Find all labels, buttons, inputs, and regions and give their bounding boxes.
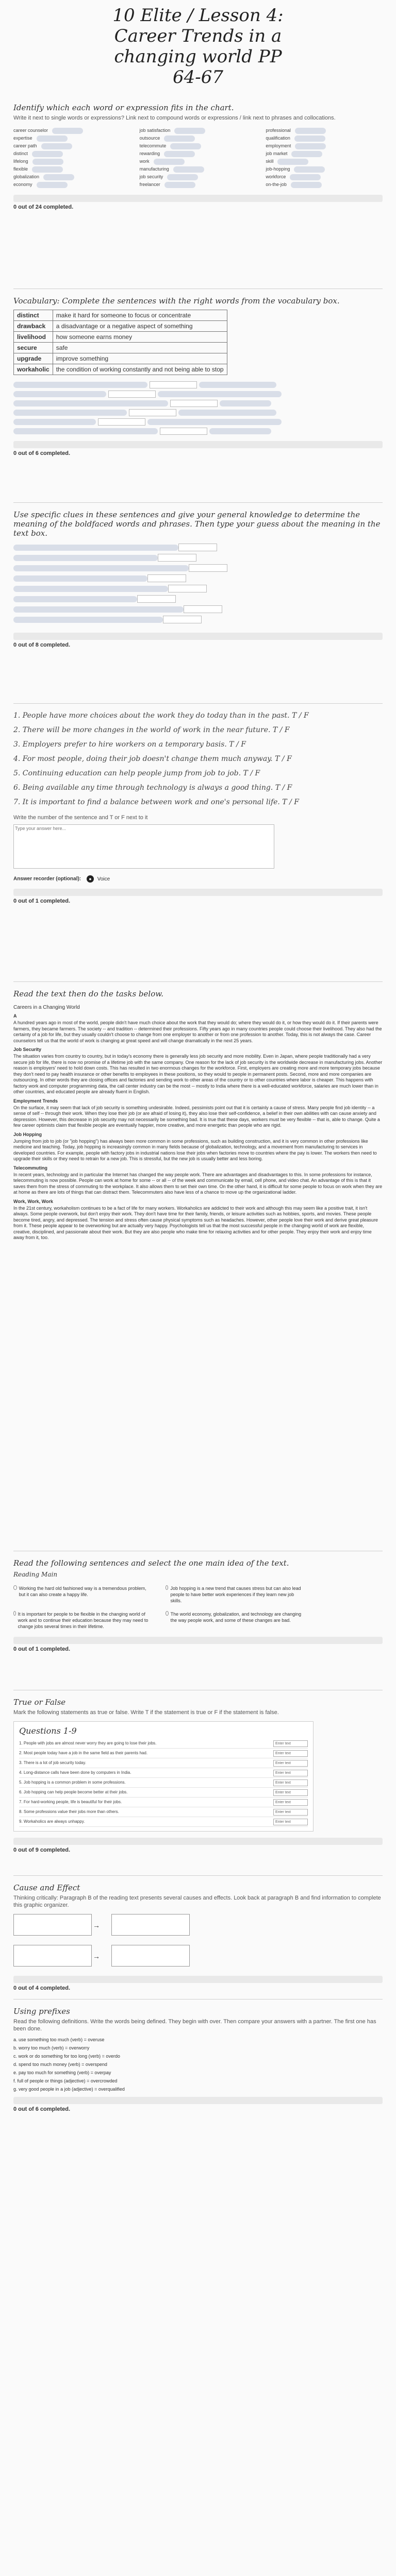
cause-box[interactable] bbox=[13, 1914, 92, 1936]
tf-question: 2. Most people today have a job in the same field as their parents had. bbox=[19, 1751, 148, 1755]
section-1-instruction: Identify which each word or expression fits in the chart. bbox=[13, 103, 234, 112]
context-sentences bbox=[13, 543, 383, 625]
prefix-item: e. pay too much for something (verb) = overpay bbox=[13, 2070, 111, 2075]
guess-input[interactable] bbox=[189, 564, 227, 572]
guess-input[interactable] bbox=[163, 616, 202, 623]
section-vocabulary bbox=[13, 296, 383, 456]
option-text: The world economy, globalization, and technology are changing the way people work, and some of these changes are bad. bbox=[170, 1612, 302, 1623]
effect-box[interactable] bbox=[111, 1914, 190, 1936]
word-item: job satisfaction bbox=[139, 128, 171, 133]
reading-paragraph: A hundred years ago in most of the world, people didn't have much choice about the work that they would do; where they would do it, or how they would do it. If their parents were farmers, they became farmers. The society -- and tradition -- determined their professions. Fifty years ago in many countries people could choose their livelihood. They also had the certainty of a job for life, but they usually couldn't choose to change from one employer to another or from one profession to another. Today, this is not always the case. Career counselors tell us that the world of work is changing at great speed and will change dramatically in the next 25 years. bbox=[13, 1020, 382, 1043]
table-row bbox=[14, 343, 227, 353]
word-item: career path bbox=[13, 143, 37, 148]
drop-slot[interactable] bbox=[295, 128, 326, 134]
progress-bar bbox=[13, 1838, 383, 1845]
section-7-instruction: Mark the following statements as true or false. Write T if the statement is true or F if the statement is false. bbox=[13, 1709, 279, 1716]
word-chart-columns bbox=[13, 127, 383, 189]
vocab-definition: make it hard for someone to focus or concentrate bbox=[53, 310, 227, 321]
section-9-heading: Using prefixes bbox=[13, 2007, 70, 2016]
word-item: employment bbox=[266, 143, 291, 148]
recorder-note: Voice bbox=[97, 876, 110, 882]
panel-title: Questions 1-9 bbox=[19, 1726, 77, 1736]
vocab-definition: safe bbox=[53, 343, 227, 353]
table-row bbox=[14, 321, 227, 332]
tf-row bbox=[19, 1749, 308, 1758]
section-4-score: 0 out of 1 completed. bbox=[13, 898, 71, 904]
drop-slot[interactable] bbox=[37, 182, 68, 188]
prefix-item: d. spend too much money (verb) = overspend bbox=[13, 2062, 107, 2067]
word-item: freelancer bbox=[139, 182, 160, 187]
drop-slot[interactable] bbox=[295, 143, 326, 149]
section-8-instruction: Thinking critically: Paragraph B of the reading text presents several causes and effects. Look back at paragraph B and find information to complete this graphic organizer. bbox=[13, 1895, 381, 1908]
word-column-2 bbox=[140, 127, 257, 189]
word-column-3 bbox=[266, 127, 383, 189]
worksheet-title bbox=[0, 2, 396, 88]
tf-statement: 5. Continuing education can help people jump from job to job. T / F bbox=[13, 769, 260, 777]
section-7-heading: True or False bbox=[13, 1698, 66, 1707]
tf-question: 6. Job hopping can help people become better at their jobs. bbox=[19, 1790, 128, 1794]
drop-slot[interactable] bbox=[164, 135, 195, 142]
gap-input[interactable] bbox=[98, 418, 145, 426]
guess-input[interactable] bbox=[158, 554, 196, 562]
reading-paragraph: In the 21st century, workaholism continues to be a fact of life for many workers. Workaholics are addicted to their work and although this may seem like a positive trait, it isn't always. Some people overwork, but don't enjoy their work. They don't have time for their family, friends, or leisure activities such as hobbies, sports, and movies. These people become tired, angry, and depressed. The tension and stress often cause physical symptoms such as headaches. However, other people love their work and derive great pleasure from it. These people appear to be overworking but are actually very happy. Psychologists tell us that the most successful people in the changing world of work are flexible, creative, disciplined, and passionate about their work. But they are also people who make time for relaxing activities and for other people. They enjoy their work and enjoy time away from it, too. bbox=[13, 1205, 378, 1240]
section-8-score: 0 out of 4 completed. bbox=[13, 1985, 71, 1991]
tf-question: 5. Job hopping is a common problem in some professions. bbox=[19, 1780, 126, 1785]
word-item: job-hopping bbox=[266, 166, 290, 172]
word-item: job security bbox=[139, 174, 163, 179]
word-item: rewarding bbox=[139, 151, 160, 156]
prefix-items bbox=[13, 2037, 383, 2093]
tf-answer-input[interactable]: Enter text bbox=[273, 1789, 308, 1796]
paragraph-heading: Job Hopping bbox=[13, 1131, 42, 1137]
radio-button[interactable] bbox=[13, 1585, 17, 1590]
drop-slot[interactable] bbox=[41, 143, 72, 149]
title-line-4: 64-67 bbox=[172, 67, 223, 88]
progress-bar bbox=[13, 195, 383, 202]
word-item: flexible bbox=[13, 166, 28, 172]
tf-row bbox=[19, 1807, 308, 1817]
tf-question: 3. There is a lot of job security today. bbox=[19, 1760, 86, 1765]
word-item: telecommute bbox=[139, 143, 167, 148]
guess-input[interactable] bbox=[168, 585, 207, 592]
tf-answer-input[interactable]: Enter text bbox=[273, 1770, 308, 1776]
drop-slot[interactable] bbox=[294, 166, 325, 173]
tf-question: 4. Long-distance calls have been done by computers in India. bbox=[19, 1770, 131, 1775]
vocab-word: distinct bbox=[14, 310, 53, 321]
drop-slot[interactable] bbox=[32, 159, 63, 165]
vocab-word: upgrade bbox=[14, 353, 53, 364]
tf-answer-input[interactable]: Enter text bbox=[273, 1780, 308, 1786]
word-column-1 bbox=[13, 127, 130, 189]
table-row bbox=[14, 364, 227, 375]
section-prefixes bbox=[13, 2007, 383, 2112]
tf-statement: 1. People have more choices about the work they do today than in the past. T / F bbox=[13, 711, 309, 720]
tf-row bbox=[19, 1798, 308, 1807]
section-8-heading: Cause and Effect bbox=[13, 1883, 80, 1892]
progress-bar bbox=[13, 1637, 383, 1644]
gap-input[interactable] bbox=[170, 400, 218, 407]
reading-paragraph: In recent years, technology and in particular the Internet has changed the way people work. There are advantages and disadvantages to this. In some professions for instance, telecommuting is now possible. People can work at home for some -- or all -- of the week and communicate by email, cell phone, and video chat. An advantage of this is that it saves them from the stress of commuting to the workplace. It also allows them to set their own time. On the other hand, it is difficult for some people to focus on work when they are at home as there are lots of things that can distract them. Telecommuters also have less of a chance to move up the organizational ladder. bbox=[13, 1172, 383, 1195]
tf-statement: 7. It is important to find a balance between work and one's personal life. T / F bbox=[13, 798, 299, 806]
option-text: Working the hard old fashioned way is a tremendous problem, but it can also create a happy life. bbox=[19, 1586, 146, 1597]
drop-slot[interactable] bbox=[174, 128, 205, 134]
table-row bbox=[14, 353, 227, 364]
paragraph-heading: Work, Work, Work bbox=[13, 1198, 54, 1204]
word-item: qualification bbox=[266, 135, 290, 141]
cause-box[interactable] bbox=[13, 1945, 92, 1967]
table-row bbox=[14, 332, 227, 343]
tf-row bbox=[19, 1758, 308, 1768]
radio-button[interactable] bbox=[166, 1585, 168, 1590]
answer-prompt: Write the number of the sentence and T or F next to it bbox=[13, 815, 148, 821]
section-6-score: 0 out of 1 completed. bbox=[13, 1646, 71, 1652]
guess-input[interactable] bbox=[184, 605, 222, 613]
gap-input[interactable] bbox=[160, 428, 207, 435]
reading-paragraph: The situation varies from country to country, but in today's economy there is generally less job security and more mobility. Even in Japan, where people traditionally had a very secure job for life, there is now no promise of a lifetime job with the same company. One reason for the lack of job security is the worldwide decrease in manufacturing jobs. Another reason is employers' need to hold down costs. This has resulted in two enormous changes for the workforce. First, employers are creating more and more temporary jobs because they don't need to pay health insurance or other benefits to employees in these positions, so they would to people in permanent posts. Second, more and more companies are outsourcing. In other words they are closing offices and factories and sending work to other areas of the country or to other countries where labor is cheaper. This happens with factory work and computer programming data, the call center industry can be the most -- mostly to India where there is a well-educated workforce, salaries are much lower than in other countries, and educated people are already fluent in English. bbox=[13, 1054, 383, 1094]
vocab-word: livelihood bbox=[14, 332, 53, 343]
arrow-icon: → bbox=[93, 1921, 100, 1929]
reading-title: Careers in a Changing World bbox=[13, 1005, 80, 1010]
paragraph-heading: Telecommuting bbox=[13, 1165, 47, 1171]
section-7-score: 0 out of 9 completed. bbox=[13, 1847, 71, 1853]
tf-row bbox=[19, 1778, 308, 1788]
word-item: on-the-job bbox=[266, 182, 287, 187]
vocab-definition: a disadvantage or a negative aspect of something bbox=[53, 321, 227, 332]
section-main-idea bbox=[13, 1558, 383, 1652]
guess-input[interactable] bbox=[147, 574, 186, 582]
tf-statement: 2. There will be more changes in the world of work in the near future. T / F bbox=[13, 726, 290, 734]
section-5-instruction: Read the text then do the tasks below. bbox=[13, 989, 164, 998]
tf-question: 9. Workaholics are always unhappy. bbox=[19, 1819, 85, 1824]
word-item: professional bbox=[266, 128, 291, 133]
drop-slot[interactable] bbox=[291, 151, 322, 157]
section-reading bbox=[13, 989, 383, 1244]
vocabulary-table bbox=[13, 310, 227, 375]
vocab-word: workaholic bbox=[14, 364, 53, 375]
drop-slot[interactable] bbox=[167, 174, 198, 180]
section-context-clues bbox=[13, 510, 383, 648]
paragraph-heading: Job Security bbox=[13, 1047, 42, 1052]
drop-slot[interactable] bbox=[170, 143, 201, 149]
prefix-item: b. worry too much (verb) = overworry bbox=[13, 2045, 90, 2050]
word-item: expertise bbox=[13, 135, 32, 141]
progress-bar bbox=[13, 441, 383, 448]
progress-bar bbox=[13, 633, 383, 640]
drop-slot[interactable] bbox=[154, 159, 185, 165]
tf-answer-input[interactable]: Enter text bbox=[273, 1799, 308, 1806]
word-item: globalization bbox=[13, 174, 40, 179]
tf-answer-input[interactable]: Enter text bbox=[273, 1809, 308, 1816]
progress-bar bbox=[13, 2097, 383, 2104]
section-9-score: 0 out of 6 completed. bbox=[13, 2106, 71, 2112]
drop-slot[interactable] bbox=[164, 182, 195, 188]
main-idea-option-d[interactable] bbox=[166, 1611, 302, 1630]
section-6-heading: Reading Main bbox=[13, 1571, 58, 1578]
drop-slot[interactable] bbox=[173, 166, 204, 173]
prefix-item: a. use something too much (verb) = overuse bbox=[13, 2037, 105, 2042]
title-line-2: Career Trends in a bbox=[114, 26, 282, 46]
tf-answer-input[interactable]: Enter text bbox=[273, 1819, 308, 1825]
main-idea-option-c[interactable] bbox=[13, 1611, 150, 1630]
title-line-3: changing world PP bbox=[114, 46, 282, 67]
title-line-1: 10 Elite / Lesson 4: bbox=[112, 5, 284, 26]
progress-bar bbox=[13, 889, 383, 896]
word-item: lifelong bbox=[13, 159, 28, 164]
effect-box[interactable] bbox=[111, 1945, 190, 1967]
word-item: job market bbox=[266, 151, 288, 156]
reading-paragraph: On the surface, it may seem that lack of job security is something undesirable. Indeed, pessimists point out that it is certainly a cause of stress. Many people find job identity -- a sense of self -- through their work. When they lose their job (or are afraid of losing it), they also lose their self-confidence, a belief in their own abilities with can cause anxiety and depression. However, this decrease in job security may not necessarily be something bad. It is true that these days, workers must be very flexible -- that is, able to change. Quite a few career optimists claim that flexible people are eventually happier, more creative, and more energetic than people who are rigid. bbox=[13, 1105, 380, 1128]
tf-question: 8. Some professions value their jobs more than others. bbox=[19, 1809, 119, 1814]
vocab-word: drawback bbox=[14, 321, 53, 332]
radio-button[interactable] bbox=[13, 1611, 16, 1616]
tf-question: 1. People with jobs are almost never worry they are going to lose their jobs. bbox=[19, 1741, 157, 1745]
vocab-definition: improve something bbox=[53, 353, 227, 364]
word-item: workforce bbox=[266, 174, 286, 179]
true-false-panel bbox=[13, 1721, 314, 1832]
section-true-false bbox=[13, 1698, 383, 1853]
progress-bar bbox=[13, 1976, 383, 1983]
section-true-false-prediction bbox=[13, 711, 383, 904]
word-item: work bbox=[139, 159, 150, 164]
cause-effect-organizer bbox=[13, 1914, 383, 1971]
tf-answer-input[interactable]: Enter text bbox=[273, 1740, 308, 1747]
tf-row bbox=[19, 1788, 308, 1798]
word-item: manufacturing bbox=[139, 166, 169, 172]
paragraph-heading: A bbox=[13, 1013, 17, 1019]
tf-row bbox=[19, 1739, 308, 1749]
section-word-chart bbox=[13, 103, 383, 210]
word-item: distinct bbox=[13, 151, 28, 156]
option-text: Job hopping is a new trend that causes stress but can also lead people to have better work experiences if they learn new job skills. bbox=[170, 1586, 301, 1603]
reading-paragraph: Jumping from job to job (or "job hopping") has always been more common in some professions, such as building construction, and it is very common in other professions like medicine and teaching. Today, job hopping is increasingly common in many fields because of globalization, technology, and a movement from manufacturing to services in developed countries. For example, people with factory jobs in industrial nations lose their jobs when factories move to countries where the pay is lower. The workers then need to upgrade their skills or they need to retrain for a new job. This is stressful, but the new job is usually better and less boring. bbox=[13, 1138, 377, 1161]
drop-slot[interactable] bbox=[294, 135, 325, 142]
tf-statement: 3. Employers prefer to hire workers on a temporary basis. T / F bbox=[13, 740, 246, 749]
section-9-instruction: Read the following definitions. Write the words being defined. They begin with over. Then compare your answers with a partner. The first one has been done. bbox=[13, 2019, 376, 2032]
vocab-definition: the condition of working constantly and not being able to stop bbox=[53, 364, 227, 375]
main-idea-option-b[interactable] bbox=[166, 1585, 302, 1604]
answer-textarea[interactable] bbox=[13, 824, 274, 869]
word-item: outsource bbox=[139, 135, 160, 141]
option-text: It is important for people to be flexible in the changing world of work and to continue their education because they may need to change jobs several times in their lifetime. bbox=[18, 1612, 148, 1629]
drop-slot[interactable] bbox=[32, 151, 63, 157]
vocab-sentences bbox=[13, 380, 383, 436]
guess-input[interactable] bbox=[137, 595, 176, 603]
paragraph-heading: Employment Trends bbox=[13, 1098, 58, 1104]
gap-input[interactable] bbox=[108, 391, 156, 398]
word-item: economy bbox=[13, 182, 32, 187]
tf-answer-input[interactable]: Enter text bbox=[273, 1750, 308, 1757]
section-1-subinstruction: Write it next to single words or expressions? Link next to compound words or expressions / link next to phrases and collocations. bbox=[13, 115, 336, 121]
word-item: skill bbox=[266, 159, 274, 164]
drop-slot[interactable] bbox=[291, 182, 322, 188]
recorder-label: Answer recorder (optional): bbox=[13, 876, 81, 882]
divider bbox=[13, 703, 383, 704]
drop-slot[interactable] bbox=[43, 174, 74, 180]
divider bbox=[13, 981, 383, 982]
drop-slot[interactable] bbox=[164, 151, 195, 157]
section-3-score: 0 out of 8 completed. bbox=[13, 642, 71, 648]
radio-button[interactable] bbox=[166, 1611, 169, 1616]
drop-slot[interactable] bbox=[277, 159, 308, 165]
drop-slot[interactable] bbox=[290, 174, 321, 180]
prefix-item: g. very good people in a job (adjective) = overqualified bbox=[13, 2087, 125, 2092]
guess-input[interactable] bbox=[178, 544, 217, 551]
section-3-instruction: Use specific clues in these sentences and give your general knowledge to determine the meaning of the boldfaced words and phrases. Then type your guess about the meaning in the text box. bbox=[13, 510, 381, 538]
gap-input[interactable] bbox=[150, 381, 197, 388]
prefix-item: f. full of people or things (adjective) = overcrowded bbox=[13, 2078, 118, 2083]
drop-slot[interactable] bbox=[32, 166, 63, 173]
vocab-definition: how someone earns money bbox=[53, 332, 227, 343]
main-idea-option-a[interactable] bbox=[13, 1585, 150, 1604]
section-1-score: 0 out of 24 completed. bbox=[13, 204, 74, 210]
recorder-row bbox=[13, 875, 383, 883]
tf-row bbox=[19, 1817, 308, 1827]
arrow-icon: → bbox=[93, 1952, 100, 1960]
tf-row bbox=[19, 1768, 308, 1778]
microphone-icon[interactable]: ● bbox=[87, 875, 94, 883]
divider bbox=[13, 1875, 383, 1876]
table-row bbox=[14, 310, 227, 321]
section-6-instruction: Read the following sentences and select the one main idea of the text. bbox=[13, 1558, 289, 1568]
main-idea-options bbox=[13, 1585, 302, 1630]
section-2-score: 0 out of 6 completed. bbox=[13, 450, 71, 456]
vocab-word: secure bbox=[14, 343, 53, 353]
section-2-instruction: Vocabulary: Complete the sentences with the right words from the vocabulary box. bbox=[13, 296, 340, 306]
divider bbox=[13, 502, 383, 503]
drop-slot[interactable] bbox=[37, 135, 68, 142]
tf-question: 7. For hard-working people, life is beautiful for their jobs. bbox=[19, 1800, 122, 1804]
drop-slot[interactable] bbox=[52, 128, 83, 134]
section-cause-effect bbox=[13, 1883, 383, 1991]
tf-statement: 6. Being available any time through technology is always a good thing. T / F bbox=[13, 784, 292, 792]
tf-answer-input[interactable]: Enter text bbox=[273, 1760, 308, 1767]
reading-text bbox=[13, 1005, 383, 1241]
prefix-item: c. work or do something for too long (verb) = overdo bbox=[13, 2054, 120, 2059]
word-item: career counselor bbox=[13, 128, 48, 133]
gap-input[interactable] bbox=[129, 409, 176, 416]
tf-statement: 4. For most people, doing their job doesn't change them much anyway. T / F bbox=[13, 755, 292, 763]
